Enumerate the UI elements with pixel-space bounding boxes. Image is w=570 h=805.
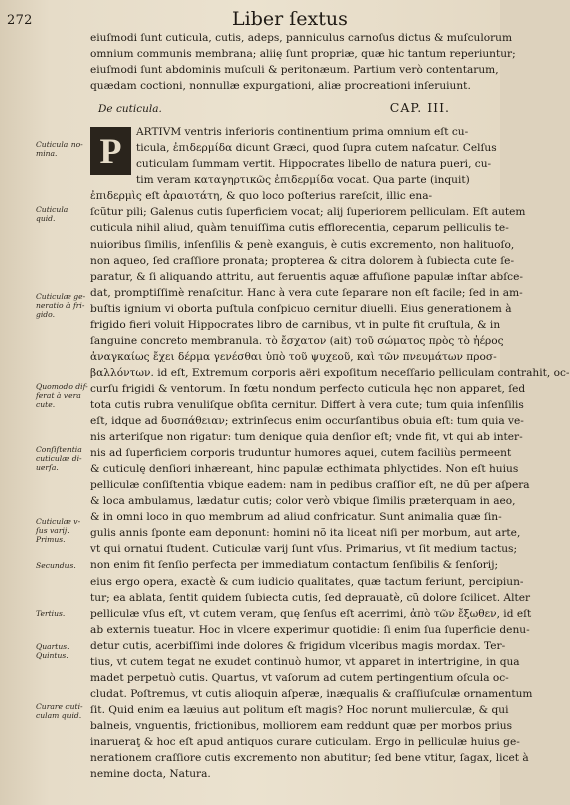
text-line: paratur, & ſi aliquando attritu, aut feruentis aquæ affuſione papulæ inſtar abſce- bbox=[90, 270, 523, 283]
text-line: pelliculæ vſus eſt, vt cutem veram, quę ſenſus eſt acerrimi, ἀπὸ τῶν ἔξωθεν, id eſt bbox=[90, 607, 532, 620]
text-line: & in omni loco in quo membrum ad aliud confricatur. Sunt animalia quæ ſin- bbox=[90, 511, 502, 524]
margin-note: Cuticula no- mina. bbox=[36, 140, 83, 158]
text-line: buſtis ignium vi oborta puſtula conſpicuo cernitur diuelli. Eius generationem à bbox=[90, 302, 512, 315]
margin-note: Conſiſtentia cuticulæ di- uerſa. bbox=[36, 445, 82, 472]
text-line: eius ergo opera, exactè & cum iudicio qualitates, quæ tactum feriunt, percipiun- bbox=[90, 575, 524, 588]
text-line: ticula, ἐπιδερμίδα dicunt Græci, quod ſupra cutem naſcatur. Celſus bbox=[136, 142, 497, 155]
text-line: pelliculæ conſiſtentia vbique eadem: nam in pedibus craſſior eſt, ne dũ per aſpera bbox=[90, 479, 530, 492]
text-line: nis arteriſque non rigatur: tum denique quia denſior eſt; vnde fit, vt qui ab inter- bbox=[90, 431, 523, 444]
text-line: non aqueo, ſed craſſiore pronata; propterea & citra dolorem à ſubiecta cute ſe- bbox=[90, 254, 515, 267]
text-line: βαλλόντων. id eſt, Extremum corporis aëri expoſitum neceſſario pelliculam contrahit, oc- bbox=[90, 366, 570, 379]
text-line: eiuſmodi ſunt cuticula, cutis, adeps, panniculus carnoſus dictus & muſculorum bbox=[90, 32, 513, 44]
chapter-number: CAP. III. bbox=[389, 100, 450, 116]
text-line: cuticula nihil aliud, quàm tenuiſſima cutis efflorecentia, ceparum pelliculis te- bbox=[90, 222, 509, 235]
margin-note: Curare cuti- culam quid. bbox=[36, 702, 83, 720]
text-line: quædam coctioni, nonnullæ expurgationi, aliæ procreationi inſeruiunt. bbox=[90, 80, 471, 93]
text-line: cludat. Poſtremus, vt cutis alioquin aſperæ, inæqualis & craſſiuſculæ ornamentum bbox=[90, 687, 533, 700]
text-line: ARTIVM ventris inferioris continentium prima omnium eſt cu- bbox=[136, 126, 469, 139]
text-line: tius, vt cutem tegat ne exudet continuò humor, vt apparet in intertrigine, in qua bbox=[90, 655, 520, 668]
text-line: ἀναγκαίως ἔχει δέρμα γενέσθαι ὑπὸ τοῦ ψυχεοῦ, καὶ τῶν πνευμάτων προσ- bbox=[90, 350, 497, 363]
margin-note: Secundus. bbox=[36, 561, 76, 570]
drop-cap: P bbox=[90, 127, 131, 175]
margin-note: Cuticulæ ge- neratio à fri- gido. bbox=[36, 292, 86, 319]
text-block bbox=[90, 30, 570, 782]
text-line: omnium communis membrana; aliię ſunt propriæ, quæ hic tantum reperiuntur; bbox=[90, 48, 516, 61]
text-line: inarueraţ & hoc eſt apud antiquos curare cuticulam. Ergo in pelliculæ huius ge- bbox=[90, 735, 520, 748]
chapter-heading bbox=[90, 100, 490, 124]
text-line: ſit. Quid enim ea læuius aut politum eſt magis? Hoc norunt mulierculæ, & qui bbox=[90, 703, 509, 716]
text-line: & loca ambulamus, lædatur cutis; color verò vbique ſimilis præterquam in aeo, bbox=[90, 495, 516, 508]
text-line: detur cutis, acerbiſſimi inde dolores & frigidum vlceribus magis mordax. Ter- bbox=[90, 639, 506, 652]
running-head: Liber ſextus bbox=[232, 8, 348, 30]
text-line: nuioribus ſimilis, inſenſilis & penè exanguis, è cutis excremento, non halituoſo, bbox=[90, 238, 515, 251]
text-line: nerationem craſſiore cutis excremento non abutitur; ſed bene vtitur, ſagax, licet à bbox=[90, 752, 529, 765]
text-line: vt qui ornatui ſtudent. Cuticulæ varij ſunt vſus. Primarius, vt ſit medium tactus; bbox=[90, 543, 518, 556]
text-line: dat, promptiſſimè renaſcitur. Hanc à vera cute ſeparare non eſt facile; ſed in am- bbox=[90, 286, 523, 299]
text-line: eiuſmodi ſunt abdominis muſculi & peritonæum. Partium verò contentarum, bbox=[90, 64, 499, 77]
text-line: nis ad ſuperficiem corporis truduntur humores aquei, cutem faciliùs permeent bbox=[90, 447, 512, 460]
text-line: ſanguine concreto membranula. τὸ ἔσχατον (ait) τοῦ σώματος πρὸς τὸ ἠέρος bbox=[90, 334, 504, 347]
text-line: cuticulam ſummam vertit. Hippocrates libello de natura pueri, cu- bbox=[136, 158, 492, 171]
chapter-body bbox=[90, 124, 570, 782]
text-line: tim veram καταγηρτικῶς ἐπιδερμίδα vocat. Qua parte (inquit) bbox=[136, 174, 470, 187]
text-line: curſu frigidi & ventorum. In fœtu nondum perfecto cuticula hęc non apparet, ſed bbox=[90, 382, 526, 395]
text-line: frigido fieri voluit Hippocrates libro de carnibus, vt in pulte fit cruſtula, & in bbox=[90, 318, 501, 331]
text-line: ἐπιδερμὶς eſt ἀραιοτάτη, & quo loco poſterius rareſcit, illic ena- bbox=[90, 190, 433, 203]
text-line: eſt, idque ad δυσπάθειαν; extrinſecus enim occurſantibus obuia eſt: tum quia ve- bbox=[90, 415, 524, 428]
margin-note: Quomodo dif- ferat à vera cute. bbox=[36, 382, 88, 409]
margin-note: Quartus. Quintus. bbox=[36, 642, 70, 660]
intro-paragraph bbox=[90, 30, 516, 94]
text-line: gulis annis ſponte eam deponunt: homini nõ ita liceat niſi per morbum, aut arte, bbox=[90, 527, 521, 540]
margin-note: Cuticula quid. bbox=[36, 205, 69, 223]
text-line: & cuticulę denſiori inhæreant, hinc papulæ ecthimata phlyctides. Non eſt huius bbox=[90, 463, 519, 476]
text-line: ſcũtur pili; Galenus cutis ſuperficiem vocat; alij ſuperiorem pelliculam. Eſt autem bbox=[90, 206, 526, 219]
text-line: ab externis tueatur. Hoc in vlcere experimur quotidie: ſi enim ſua ſuperficie denu- bbox=[90, 623, 530, 636]
page-number: 272 bbox=[7, 13, 33, 28]
text-line: tota cutis rubra venuliſque obſita cernitur. Differt à vera cute; tum quia inſenſilis bbox=[90, 398, 524, 411]
section-title: De cuticula. bbox=[98, 103, 162, 116]
text-line: balneis, vnguentis, frictionibus, molliorem eam reddunt quæ per morbos prius bbox=[90, 719, 513, 732]
margin-note: Cuticulæ v- ſus varij. Primus. bbox=[36, 517, 81, 544]
text-line: madet perpetuò cutis. Quartus, vt vaſorum ad cutem pertingentium oſcula oc- bbox=[90, 671, 509, 684]
margin-note: Tertius. bbox=[36, 609, 66, 618]
text-line: nemine docta, Natura. bbox=[90, 768, 211, 781]
text-line: tur; ea ablata, ſentit quidem ſubiecta cutis, ſed deprauatè, cũ dolore ſcilicet. Alter bbox=[90, 591, 531, 604]
text-line: non enim fit ſenſio perfecta per immediatum contactum ſenſibilis & ſenſorij; bbox=[90, 559, 499, 572]
